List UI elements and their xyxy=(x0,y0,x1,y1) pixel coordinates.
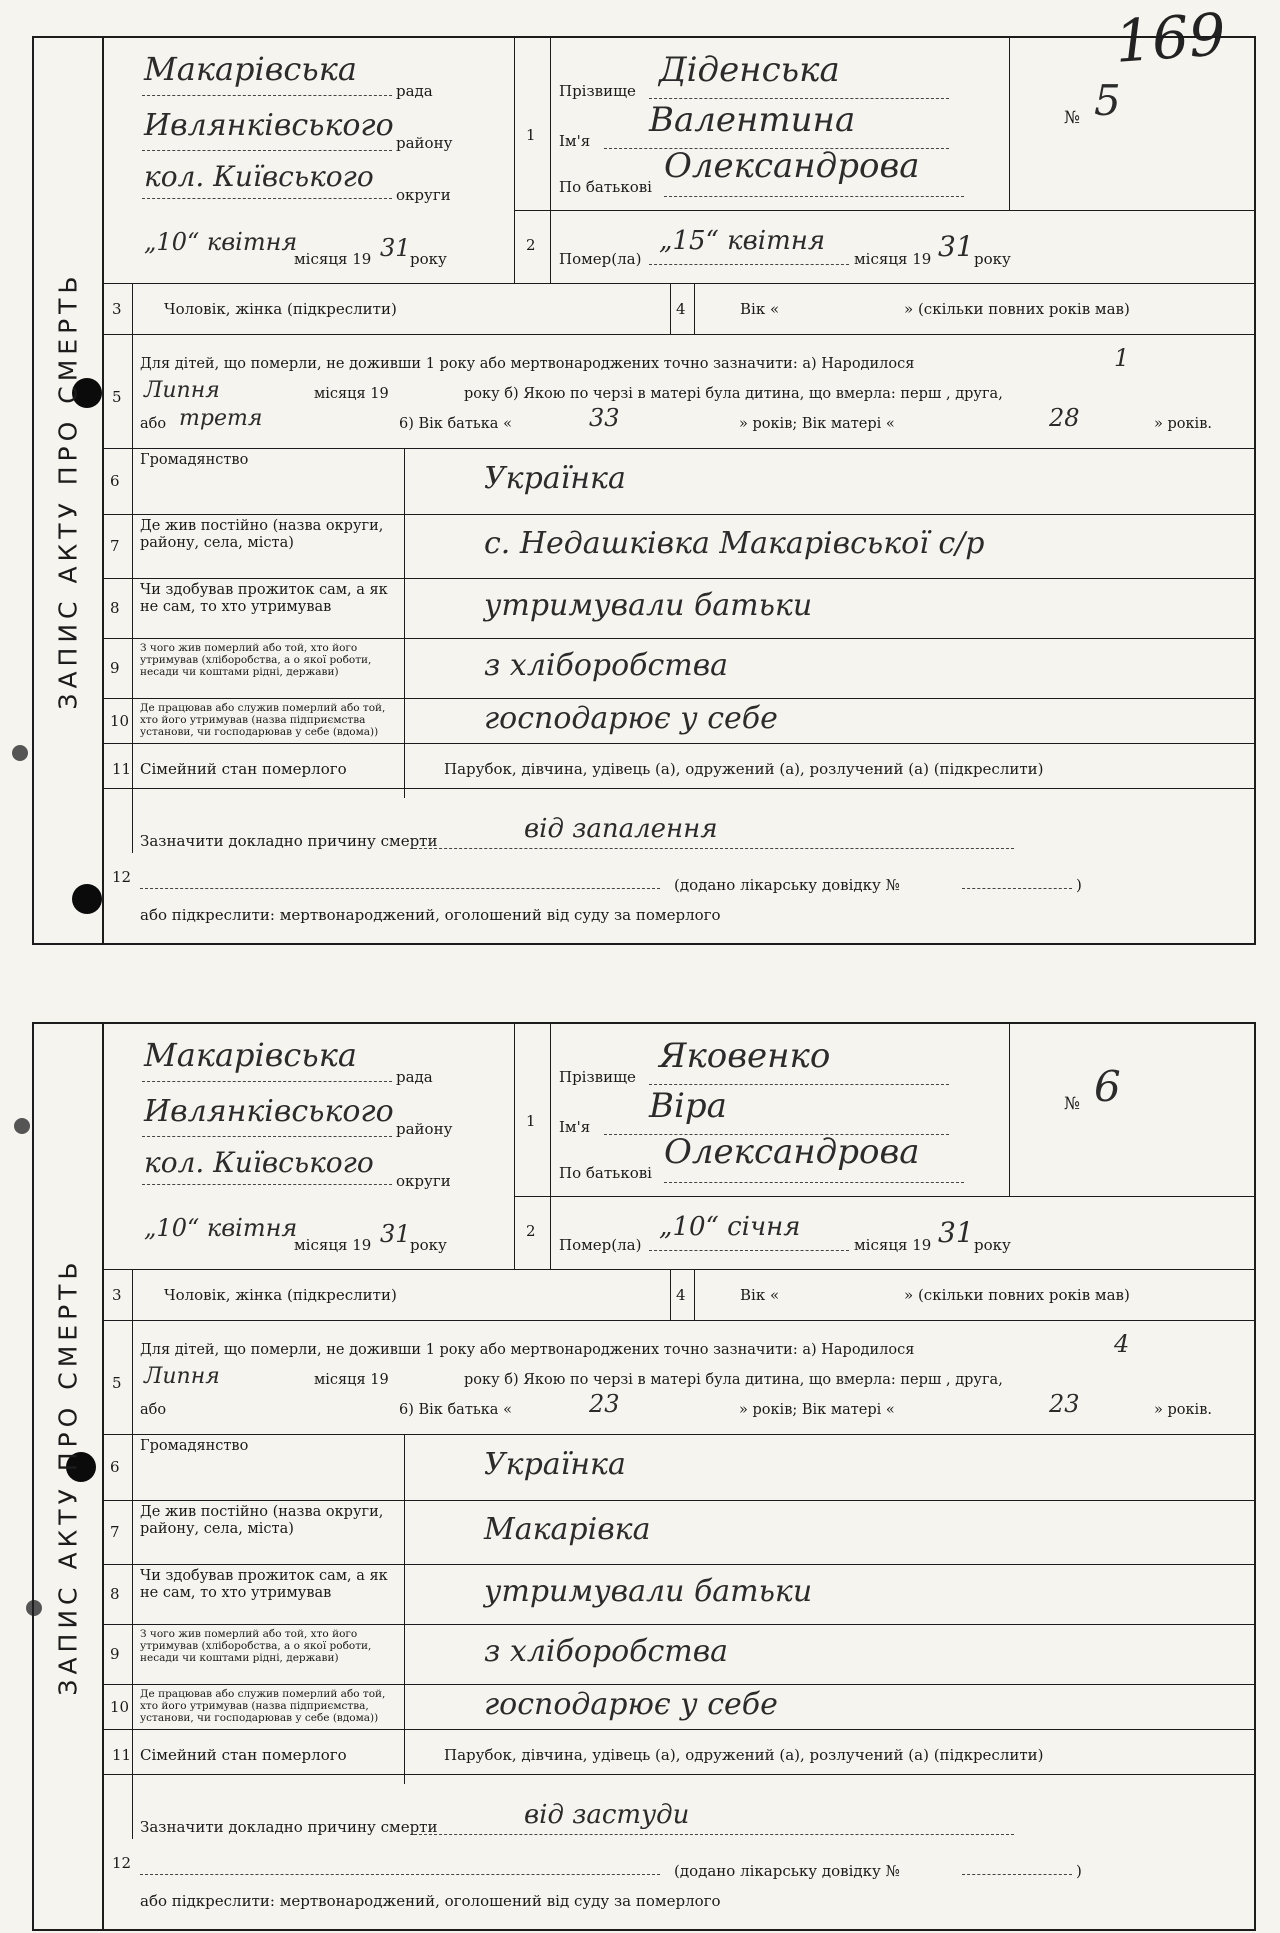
or-label: або xyxy=(140,416,167,432)
patronymic-label: По батькові xyxy=(559,1164,652,1182)
age-suffix-label: » (скільки повних років мав) xyxy=(904,1286,1130,1304)
certificate-close: ) xyxy=(1076,1862,1082,1880)
registration-year-handwritten: 31 xyxy=(380,234,411,262)
row-label: Де жив постійно (назва округи, району, села, міста) xyxy=(140,518,384,551)
row-value-handwritten: утримували батьки xyxy=(484,1574,813,1609)
death-record-form xyxy=(32,1022,1256,1931)
born-day-handwritten: 1 xyxy=(1114,344,1130,372)
father-age-label: 6) Вік батька « xyxy=(399,1402,512,1418)
cause-of-death-label: Зазначити докладно причину смерти xyxy=(140,832,438,850)
row-value-handwritten: утримували батьки xyxy=(484,588,813,623)
row-label: З чого жив померлий або той, хто його утримував (хліборобства, а о якої роботи, несади чи коштами рідні, держави) xyxy=(140,642,372,678)
row-number: 2 xyxy=(526,1222,536,1240)
row-number: 7 xyxy=(110,1523,120,1541)
record-number-label: № xyxy=(1064,1094,1081,1114)
died-year-handwritten: 31 xyxy=(938,230,974,263)
okruha-name-handwritten: кол. Київського xyxy=(144,1146,374,1179)
okruha-label: округи xyxy=(396,186,451,204)
died-date-handwritten: „15“ квітня xyxy=(659,226,826,256)
surname-handwritten: Діденська xyxy=(659,50,840,90)
row-number: 4 xyxy=(676,1286,686,1304)
row-label: Громадянство xyxy=(140,1438,249,1454)
record-number-label: № xyxy=(1064,108,1081,128)
row-number: 11 xyxy=(112,1746,132,1764)
marital-status-label: Сімейний стан померлого xyxy=(140,760,347,778)
born-month-handwritten: Липня xyxy=(144,378,220,403)
age-label: Вік « xyxy=(740,300,780,318)
row-number: 10 xyxy=(110,1697,130,1716)
row-number: 6 xyxy=(110,472,120,490)
father-age-label: 6) Вік батька « xyxy=(399,416,512,432)
row-number: 9 xyxy=(110,659,120,677)
okruha-label: округи xyxy=(396,1172,451,1190)
row-label: Де працював або служив померлий або той, хто його утримував (назва підприємства, установи, чи господарював у себе (вдома)) xyxy=(140,1688,386,1724)
record-number-handwritten: 5 xyxy=(1094,76,1121,125)
born-day-handwritten: 4 xyxy=(1114,1330,1130,1358)
years-label: » років. xyxy=(1154,416,1212,432)
cause-of-death-label: Зазначити докладно причину смерти xyxy=(140,1818,438,1836)
row-number: 12 xyxy=(112,1854,132,1872)
died-month-label: місяця 19 xyxy=(854,250,932,268)
row-number: 1 xyxy=(526,126,536,144)
row-label: Де працював або служив померлий або той, хто його утримував (назва підприємства установи, чи господарював у себе (вдома)) xyxy=(140,702,386,738)
surname-label: Прізвище xyxy=(559,82,636,100)
row-number: 1 xyxy=(526,1112,536,1130)
row-value-handwritten: господарює у себе xyxy=(484,700,778,736)
council-name-handwritten: Макарівська xyxy=(144,50,357,88)
died-label: Помер(ла) xyxy=(559,250,642,268)
row-number: 10 xyxy=(110,711,130,730)
form-content xyxy=(104,38,1254,943)
infant-instructions-line1: Для дітей, що померли, не доживши 1 року або мертвонароджених точно зазначити: а) Народилося xyxy=(140,356,915,372)
row-label: Чи здобував прожиток сам, а як не сам, то хто утримував xyxy=(140,1568,388,1601)
row-value-handwritten: Українка xyxy=(484,461,626,496)
record-number-handwritten: 6 xyxy=(1094,1062,1121,1111)
certificate-label: (додано лікарську довідку № xyxy=(674,1862,900,1880)
child-order-handwritten: третя xyxy=(179,406,263,431)
punch-hole-marker xyxy=(12,745,28,761)
row-number: 11 xyxy=(112,760,132,778)
row-number: 5 xyxy=(112,388,122,406)
name-label: Ім'я xyxy=(559,132,591,150)
form-content xyxy=(104,1024,1254,1929)
died-label: Помер(ла) xyxy=(559,1236,642,1254)
stillborn-options: або підкреслити: мертвонароджений, оголошений від суду за померлого xyxy=(140,906,721,924)
row-label: Де жив постійно (назва округи, району, села, міста) xyxy=(140,1504,384,1537)
row-value-handwritten: з хліборобства xyxy=(484,648,729,683)
stillborn-options: або підкреслити: мертвонароджений, оголошений від суду за померлого xyxy=(140,1892,721,1910)
death-record-form xyxy=(32,36,1256,945)
row-number: 3 xyxy=(112,300,122,318)
age-suffix-label: » (скільки повних років мав) xyxy=(904,300,1130,318)
registration-year-handwritten: 31 xyxy=(380,1220,411,1248)
died-date-handwritten: „10“ січня xyxy=(659,1212,801,1242)
mother-age-label: » років; Вік матері « xyxy=(739,416,895,432)
years-label: » років. xyxy=(1154,1402,1212,1418)
council-label: рада xyxy=(396,1068,433,1086)
month-label: місяця 19 xyxy=(294,250,372,268)
died-year-handwritten: 31 xyxy=(938,1216,974,1249)
district-name-handwritten: Ивлянківського xyxy=(144,108,394,143)
row-label: З чого жив померлий або той, хто його утримував (хліборобства, а о якої роботи, несади чи коштами рідні, держави) xyxy=(140,1628,372,1664)
or-label: або xyxy=(140,1402,167,1418)
punch-hole-marker xyxy=(14,1118,30,1134)
form-side-title: ЗАПИС АКТУ ПРО СМЕРТЬ xyxy=(34,38,104,943)
council-name-handwritten: Макарівська xyxy=(144,1036,357,1074)
row-label: Чи здобував прожиток сам, а як не сам, то хто утримував xyxy=(140,582,388,615)
sex-label: Чоловік, жінка (підкреслити) xyxy=(164,300,397,318)
patronymic-label: По батькові xyxy=(559,178,652,196)
mother-age-label: » років; Вік матері « xyxy=(739,1402,895,1418)
registration-date-handwritten: „10“ квітня xyxy=(144,228,298,256)
row-number: 8 xyxy=(110,599,120,617)
died-year-label: року xyxy=(974,250,1011,268)
name-label: Ім'я xyxy=(559,1118,591,1136)
died-month-label: місяця 19 xyxy=(854,1236,932,1254)
row-value-handwritten: господарює у себе xyxy=(484,1686,778,1722)
row-number: 2 xyxy=(526,236,536,254)
month-label: місяця 19 xyxy=(294,1236,372,1254)
certificate-label: (додано лікарську довідку № xyxy=(674,876,900,894)
patronymic-handwritten: Олександрова xyxy=(664,1132,920,1172)
okruha-name-handwritten: кол. Київського xyxy=(144,160,374,193)
row-value-handwritten: с. Недашківка Макарівської с/р xyxy=(484,526,985,561)
row-value-handwritten: Макарівка xyxy=(484,1512,651,1547)
father-age-handwritten: 23 xyxy=(589,1390,620,1418)
row-number: 5 xyxy=(112,1374,122,1392)
name-handwritten: Віра xyxy=(649,1086,727,1126)
row-label: Громадянство xyxy=(140,452,249,468)
cause-of-death-handwritten: від запалення xyxy=(524,814,718,844)
row-number: 8 xyxy=(110,1585,120,1603)
row-number: 4 xyxy=(676,300,686,318)
infant-month-label: місяця 19 xyxy=(314,386,389,402)
row-value-handwritten: Українка xyxy=(484,1447,626,1482)
mother-age-handwritten: 23 xyxy=(1049,1390,1080,1418)
died-year-label: року xyxy=(974,1236,1011,1254)
form-side-title: ЗАПИС АКТУ ПРО СМЕРТЬ xyxy=(34,1024,104,1929)
row-number: 6 xyxy=(110,1458,120,1476)
row-number: 3 xyxy=(112,1286,122,1304)
sex-label: Чоловік, жінка (підкреслити) xyxy=(164,1286,397,1304)
row-number: 12 xyxy=(112,868,132,886)
district-label: району xyxy=(396,1120,453,1138)
infant-order-label: року б) Якою по черзі в матері була дитина, що вмерла: перш , друга, xyxy=(464,386,1003,402)
page-number: 169 xyxy=(1112,0,1228,76)
district-label: району xyxy=(396,134,453,152)
marital-status-options: Парубок, дівчина, удівець (а), одружений (а), розлучений (а) (підкреслити) xyxy=(444,760,1044,778)
patronymic-handwritten: Олександрова xyxy=(664,146,920,186)
infant-order-label: року б) Якою по черзі в матері була дитина, що вмерла: перш , друга, xyxy=(464,1372,1003,1388)
row-number: 7 xyxy=(110,537,120,555)
registration-date-handwritten: „10“ квітня xyxy=(144,1214,298,1242)
surname-label: Прізвище xyxy=(559,1068,636,1086)
marital-status-label: Сімейний стан померлого xyxy=(140,1746,347,1764)
surname-handwritten: Яковенко xyxy=(659,1036,831,1076)
row-value-handwritten: з хліборобства xyxy=(484,1634,729,1669)
year-label: року xyxy=(410,250,447,268)
district-name-handwritten: Ивлянківського xyxy=(144,1094,394,1129)
year-label: року xyxy=(410,1236,447,1254)
council-label: рада xyxy=(396,82,433,100)
row-number: 9 xyxy=(110,1645,120,1663)
marital-status-options: Парубок, дівчина, удівець (а), одружений (а), розлучений (а) (підкреслити) xyxy=(444,1746,1044,1764)
infant-month-label: місяця 19 xyxy=(314,1372,389,1388)
mother-age-handwritten: 28 xyxy=(1049,404,1080,432)
cause-of-death-handwritten: від застуди xyxy=(524,1800,690,1830)
father-age-handwritten: 33 xyxy=(589,404,620,432)
infant-instructions-line1: Для дітей, що померли, не доживши 1 року або мертвонароджених точно зазначити: а) Народилося xyxy=(140,1342,915,1358)
born-month-handwritten: Липня xyxy=(144,1364,220,1389)
name-handwritten: Валентина xyxy=(649,100,856,140)
certificate-close: ) xyxy=(1076,876,1082,894)
age-label: Вік « xyxy=(740,1286,780,1304)
